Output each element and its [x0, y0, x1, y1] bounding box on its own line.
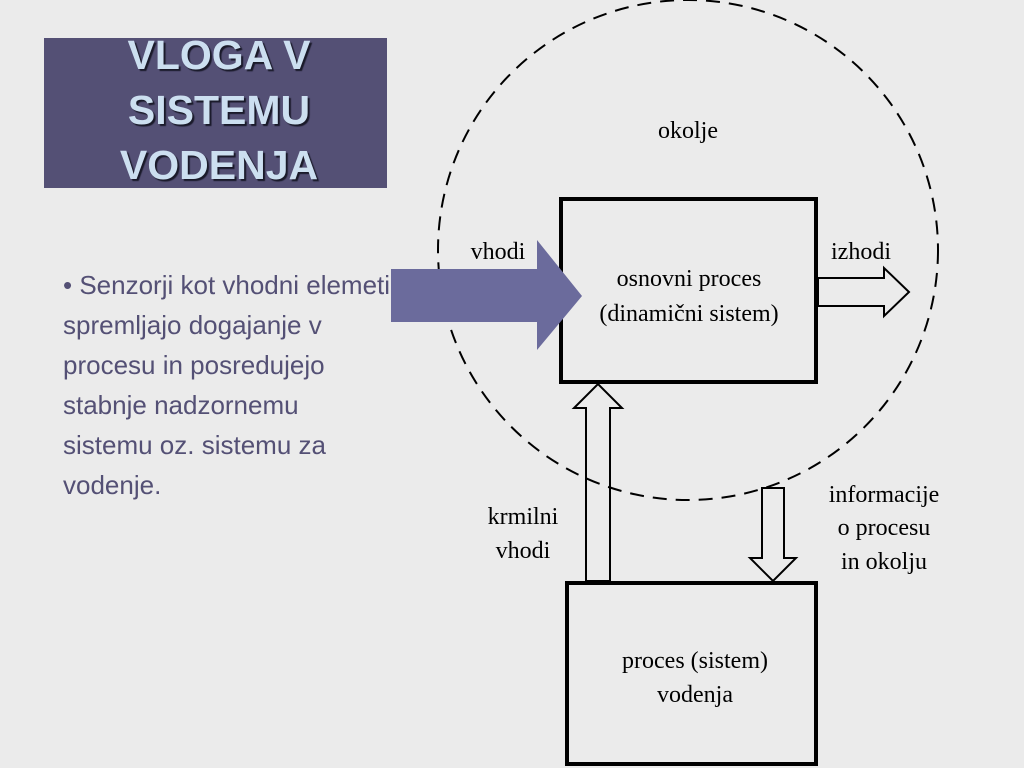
inputs-label: vhodi	[470, 239, 526, 265]
information-label-1: informacije	[828, 482, 940, 508]
environment-label: okolje	[658, 118, 718, 144]
control-inputs-label-1: krmilni	[487, 504, 559, 530]
title-line-2: SISTEMU	[127, 87, 311, 133]
information-label-3: in okolju	[840, 549, 928, 575]
information-arrow	[750, 488, 796, 581]
title-line-3: VODENJA	[119, 142, 319, 188]
title-line-1: VLOGA V	[127, 32, 311, 78]
bullet-text: • Senzorji kot vhodni elemeti spremljajo dogajanje v procesu in posredujejo stabnje nadzornemu sistemu oz. sistemu za vodenje.	[63, 270, 391, 500]
output-arrow	[818, 268, 909, 316]
control-inputs-label-2: vhodi	[495, 538, 551, 564]
information-label-2: o procesu	[837, 515, 931, 541]
main-process-label-2: (dinamični sistem)	[599, 301, 779, 327]
outputs-label: izhodi	[831, 239, 891, 265]
control-process-label-2: vodenja	[657, 682, 733, 708]
control-process-label-1: proces (sistem)	[622, 648, 768, 674]
main-process-label-1: osnovni proces	[616, 266, 762, 292]
